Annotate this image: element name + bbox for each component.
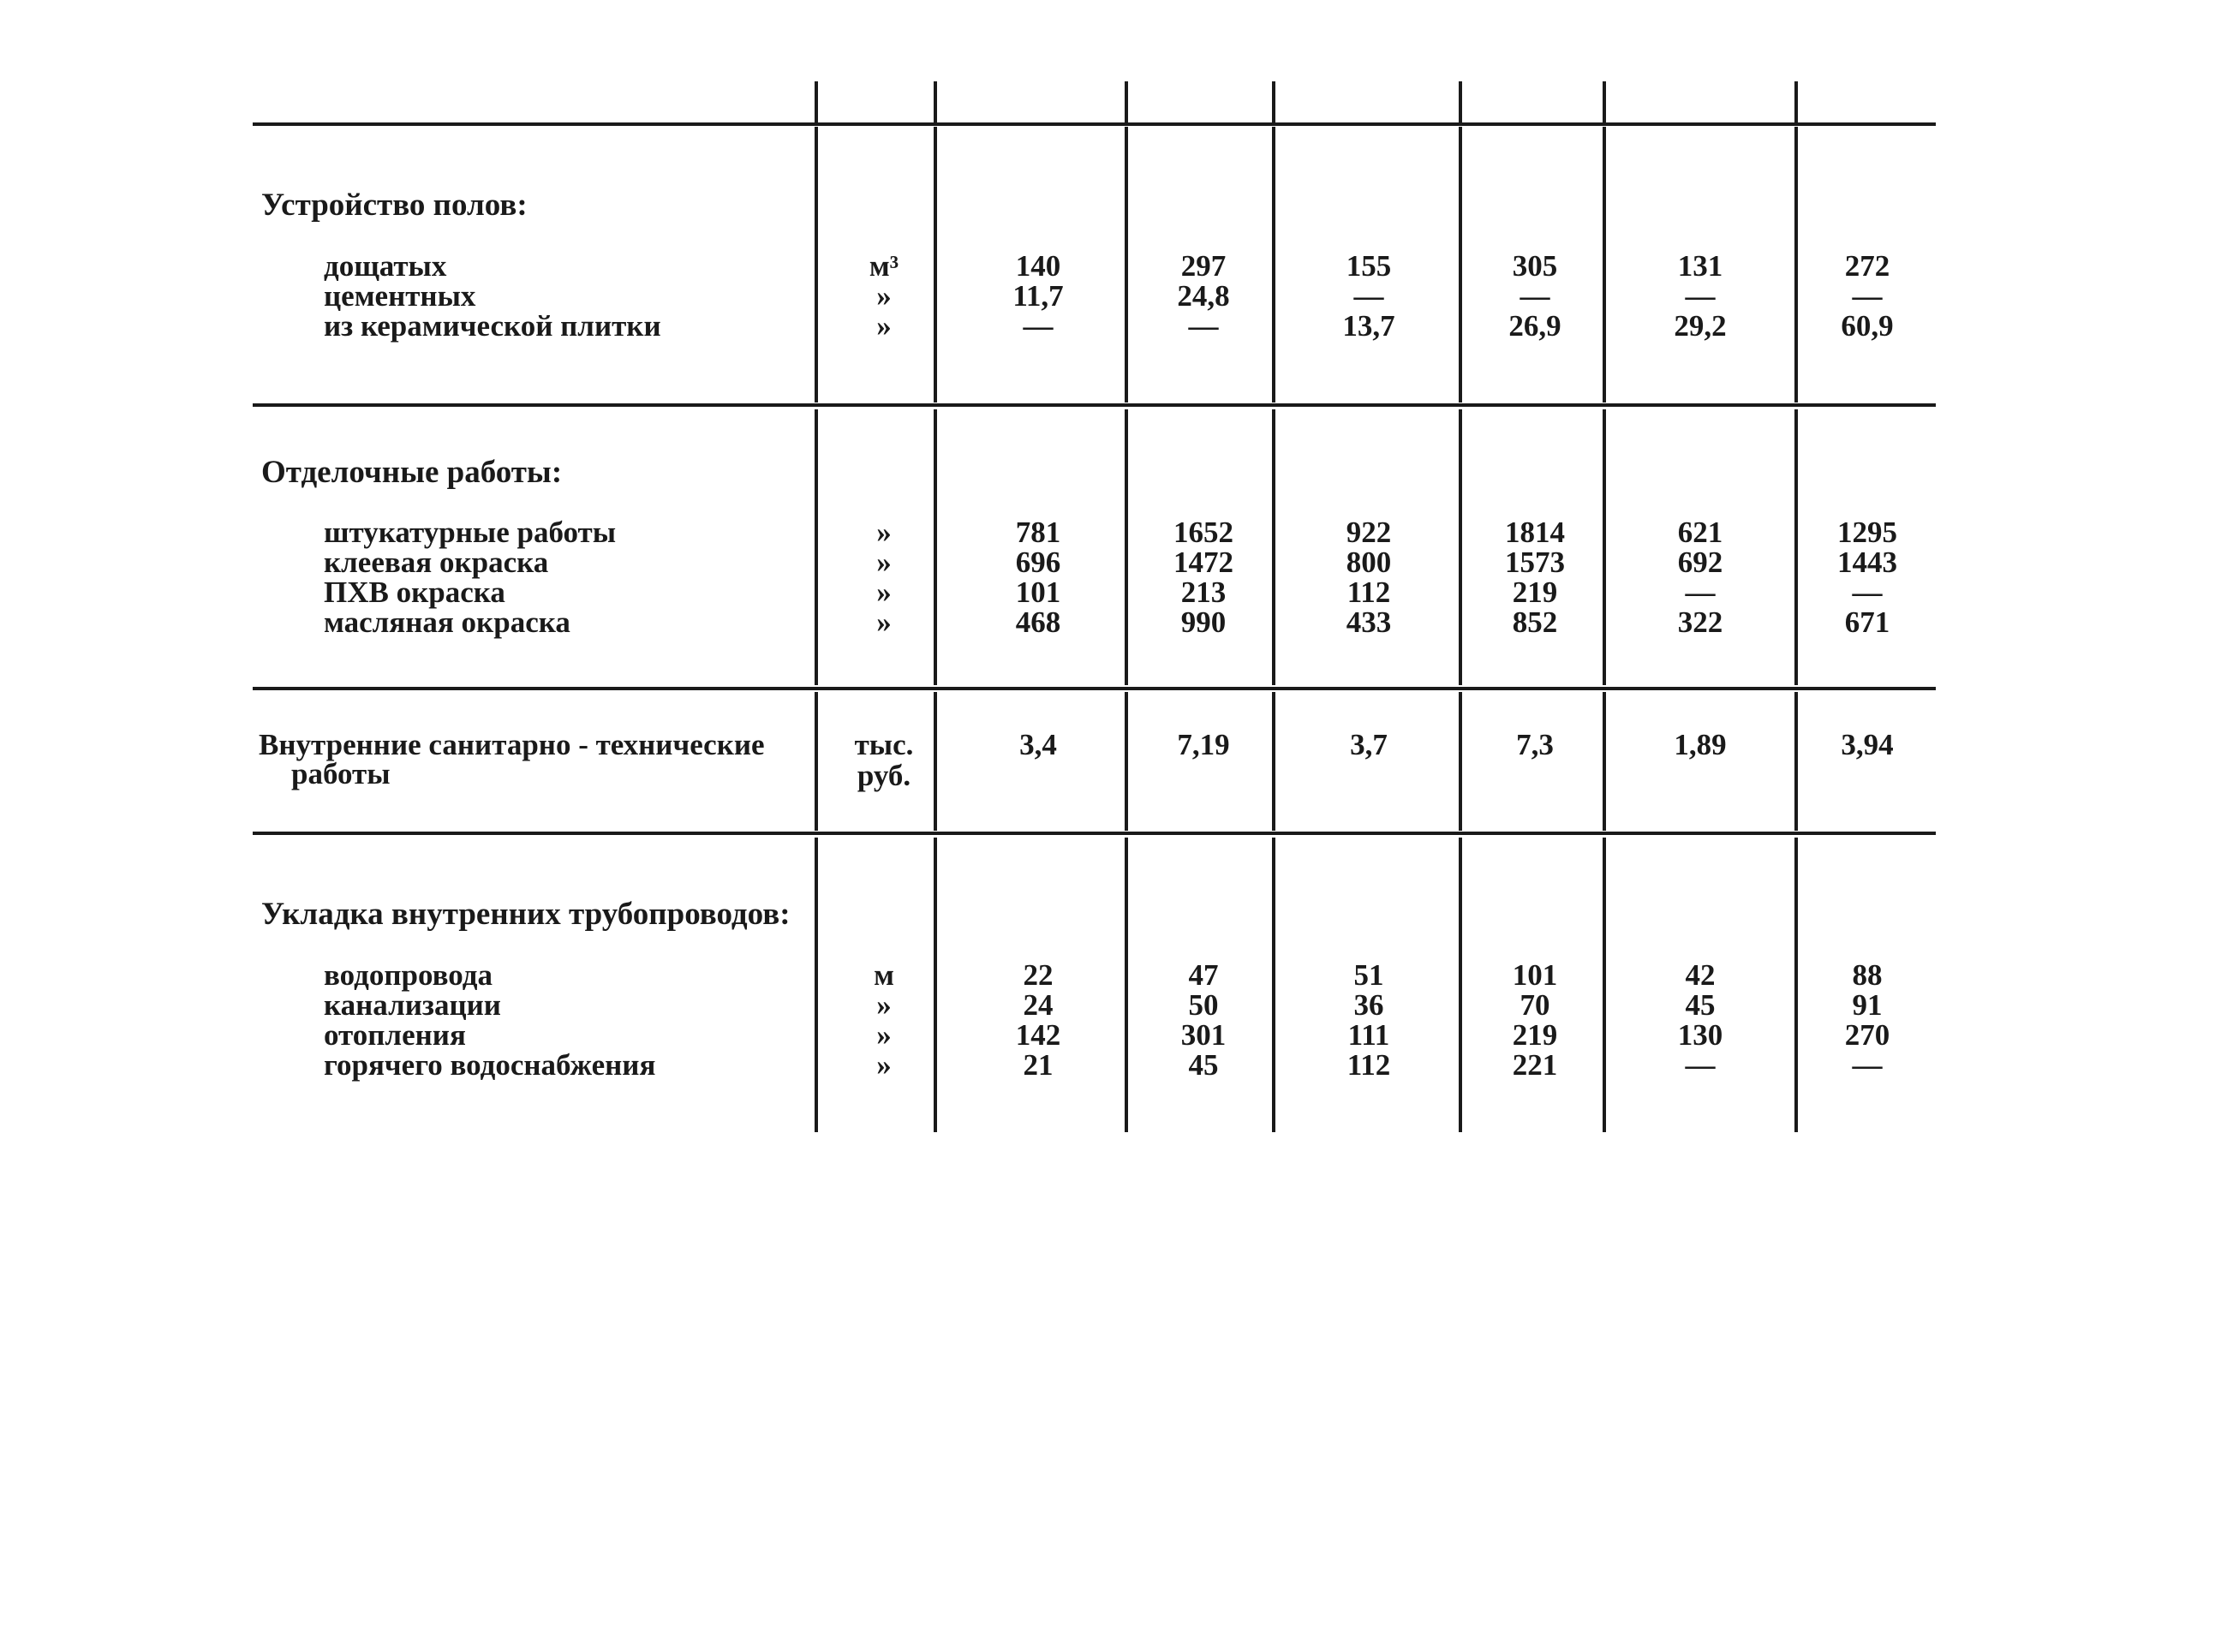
value-cell: 13,7 <box>1342 309 1395 343</box>
value-cell: 221 <box>1512 1048 1558 1082</box>
value-cell: 47 <box>1188 958 1219 992</box>
value-cell: 671 <box>1844 605 1890 639</box>
value-cell: 468 <box>1015 605 1061 639</box>
value-cell: 45 <box>1685 988 1716 1022</box>
value-cell: 3,94 <box>1841 728 1894 761</box>
value-cell: 781 <box>1015 516 1061 549</box>
value-cell: 621 <box>1677 516 1723 549</box>
unit-cell: тыс. <box>854 728 914 761</box>
value-cell: 213 <box>1180 576 1227 609</box>
value-cell: 7,19 <box>1177 728 1230 761</box>
value-cell: 1472 <box>1173 546 1233 579</box>
value-cell: — <box>1852 1048 1883 1082</box>
row-label: клеевая окраска <box>324 546 549 579</box>
value-cell: — <box>1852 576 1883 609</box>
value-cell: — <box>1685 1048 1716 1082</box>
value-cell: 1652 <box>1173 516 1233 549</box>
value-cell: 305 <box>1512 249 1558 283</box>
value-cell: 45 <box>1188 1048 1219 1082</box>
value-cell: 88 <box>1852 958 1883 992</box>
value-cell: 219 <box>1512 576 1558 609</box>
section-title: Отделочные работы: <box>261 455 563 490</box>
unit-cell: м³ <box>869 249 899 283</box>
value-cell: 111 <box>1347 1018 1390 1052</box>
row-label: отопления <box>324 1018 466 1052</box>
value-cell: 800 <box>1346 546 1392 579</box>
value-cell: 21 <box>1023 1048 1054 1082</box>
value-cell: 3,4 <box>1019 728 1057 761</box>
unit-cell: » <box>876 988 892 1022</box>
value-cell: 11,7 <box>1012 279 1064 313</box>
value-cell: 22 <box>1023 958 1054 992</box>
value-cell: 24 <box>1023 988 1054 1022</box>
row-label: дощатых <box>324 249 447 283</box>
unit-cell: м <box>874 958 894 992</box>
value-cell: 1814 <box>1505 516 1565 549</box>
value-cell: 990 <box>1180 605 1227 639</box>
unit-cell: » <box>876 605 892 639</box>
value-cell: — <box>1852 279 1883 313</box>
value-cell: — <box>1353 279 1384 313</box>
value-cell: 1573 <box>1505 546 1565 579</box>
row-label-continued: работы <box>291 757 391 790</box>
value-cell: 70 <box>1520 988 1550 1022</box>
unit-cell-continued: руб. <box>857 759 911 792</box>
value-cell: 922 <box>1346 516 1392 549</box>
value-cell: 60,9 <box>1841 309 1894 343</box>
row-label: штукатурные работы <box>324 516 617 549</box>
value-cell: 24,8 <box>1177 279 1230 313</box>
value-cell: 26,9 <box>1508 309 1561 343</box>
value-cell: 91 <box>1852 988 1883 1022</box>
value-cell: 297 <box>1180 249 1227 283</box>
value-cell: 852 <box>1512 605 1558 639</box>
value-cell: 692 <box>1677 546 1723 579</box>
unit-cell: » <box>876 309 892 343</box>
value-cell: — <box>1188 309 1219 343</box>
unit-cell: » <box>876 1018 892 1052</box>
value-cell: 3,7 <box>1350 728 1388 761</box>
row-label: из керамической плитки <box>324 309 661 343</box>
value-cell: 433 <box>1346 605 1392 639</box>
value-cell: — <box>1023 309 1054 343</box>
unit-cell: » <box>876 516 892 549</box>
value-cell: 112 <box>1346 1048 1391 1082</box>
row-label: водопровода <box>324 958 493 992</box>
value-cell: — <box>1520 279 1550 313</box>
unit-cell: » <box>876 1048 892 1082</box>
value-cell: 101 <box>1512 958 1558 992</box>
value-cell: 51 <box>1353 958 1384 992</box>
unit-cell: » <box>876 279 892 313</box>
value-cell: 131 <box>1677 249 1723 283</box>
value-cell: 7,3 <box>1516 728 1554 761</box>
value-cell: 50 <box>1188 988 1219 1022</box>
row-label: Внутренние санитарно - технические <box>259 728 765 761</box>
section-title: Укладка внутренних трубопроводов: <box>261 897 791 932</box>
value-cell: 270 <box>1844 1018 1890 1052</box>
value-cell: 1,89 <box>1674 728 1727 761</box>
row-label: ПХВ окраска <box>324 576 505 609</box>
value-cell: 696 <box>1015 546 1061 579</box>
value-cell: 29,2 <box>1674 309 1727 343</box>
value-cell: 272 <box>1844 249 1890 283</box>
row-label: масляная окраска <box>324 605 570 639</box>
value-cell: — <box>1685 279 1716 313</box>
row-label: цементных <box>324 279 476 313</box>
value-cell: 42 <box>1685 958 1716 992</box>
value-cell: 1295 <box>1837 516 1897 549</box>
value-cell: 301 <box>1180 1018 1227 1052</box>
unit-cell: » <box>876 546 892 579</box>
value-cell: 322 <box>1677 605 1723 639</box>
value-cell: 101 <box>1015 576 1061 609</box>
section-title: Устройство полов: <box>261 188 528 223</box>
value-cell: 130 <box>1677 1018 1723 1052</box>
value-cell: — <box>1685 576 1716 609</box>
row-label: горячего водоснабжения <box>324 1048 656 1082</box>
unit-cell: » <box>876 576 892 609</box>
value-cell: 142 <box>1015 1018 1061 1052</box>
value-cell: 112 <box>1346 576 1391 609</box>
value-cell: 140 <box>1015 249 1061 283</box>
value-cell: 1443 <box>1837 546 1897 579</box>
row-label: канализации <box>324 988 501 1022</box>
value-cell: 155 <box>1346 249 1392 283</box>
value-cell: 36 <box>1353 988 1384 1022</box>
value-cell: 219 <box>1512 1018 1558 1052</box>
